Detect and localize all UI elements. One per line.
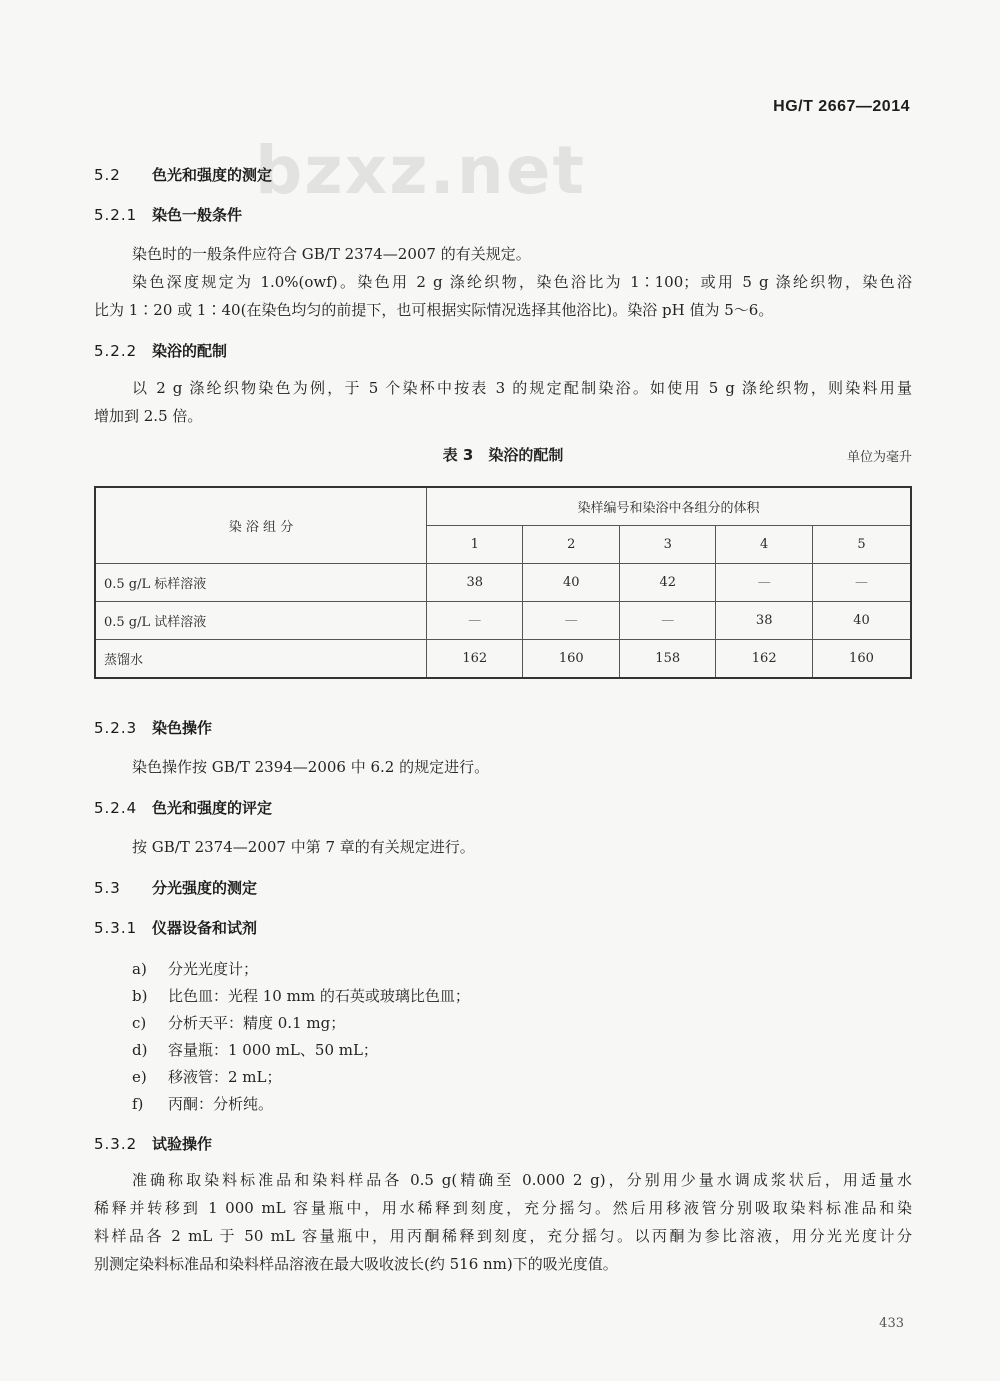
table-cell: 40 bbox=[523, 564, 619, 602]
paragraph-line: 染色深度规定为 1.0%(owf)。染色用 2 g 涤纶织物，染色浴比为 1∶100；或用 5 g 涤纶织物，染色浴 bbox=[132, 273, 912, 291]
column-group-header: 染样编号和染浴中各组分的体积 bbox=[427, 487, 912, 526]
column-header: 5 bbox=[812, 526, 911, 564]
table-3 bbox=[94, 486, 912, 679]
table-cell: 38 bbox=[427, 564, 523, 602]
table-cell: 162 bbox=[427, 640, 523, 679]
list-text: 分析天平：精度 0.1 mg； bbox=[168, 1014, 346, 1032]
row-label: 0.5 g/L 标样溶液 bbox=[95, 564, 427, 602]
heading-5-3 bbox=[94, 877, 257, 898]
row-header-cell: 染 浴 组 分 bbox=[95, 487, 427, 564]
paragraph-line: 别测定染料标准品和染料样品溶液在最大吸收波长(约 516 nm)下的吸光度值。 bbox=[94, 1255, 618, 1273]
watermark: bzxz.net bbox=[255, 132, 587, 209]
list-marker: d) bbox=[132, 1041, 148, 1059]
paragraph-line: 染色操作按 GB/T 2394—2006 中 6.2 的规定进行。 bbox=[132, 758, 490, 776]
paragraph-5-2-4 bbox=[94, 833, 912, 861]
table-cell: — bbox=[716, 564, 812, 602]
heading-number: 5.3 bbox=[94, 879, 121, 897]
row-label: 0.5 g/L 试样溶液 bbox=[95, 602, 427, 640]
column-header: 2 bbox=[523, 526, 619, 564]
heading-title: 染色一般条件 bbox=[152, 206, 243, 224]
heading-title: 色光和强度的评定 bbox=[152, 799, 273, 817]
list-text: 比色皿：光程 10 mm 的石英或玻璃比色皿； bbox=[168, 987, 470, 1005]
heading-title: 染色操作 bbox=[152, 719, 213, 737]
row-label: 蒸馏水 bbox=[95, 640, 427, 679]
paragraph-line: 比为 1∶20 或 1∶40(在染色均匀的前提下，也可根据实际情况选择其他浴比)。染浴 pH 值为 5～6。 bbox=[94, 301, 774, 319]
heading-number: 5.2.3 bbox=[94, 719, 138, 737]
paragraph-line: 按 GB/T 2374—2007 中第 7 章的有关规定进行。 bbox=[132, 838, 475, 856]
list-marker: a) bbox=[132, 960, 147, 978]
list-item bbox=[132, 1064, 470, 1091]
paragraph-line: 染色时的一般条件应符合 GB/T 2374—2007 的有关规定。 bbox=[132, 245, 531, 263]
table-row bbox=[95, 564, 911, 602]
list-text: 容量瓶：1 000 mL、50 mL； bbox=[168, 1041, 378, 1059]
heading-number: 5.2.2 bbox=[94, 342, 138, 360]
table-cell: 40 bbox=[812, 602, 911, 640]
paragraph-line: 稀释并转移到 1 000 mL 容量瓶中，用水稀释到刻度，充分摇匀。然后用移液管分别吸取染料标准品和染 bbox=[94, 1199, 912, 1217]
list-item bbox=[132, 983, 470, 1010]
paragraph-line: 料样品各 2 mL 于 50 mL 容量瓶中，用丙酮稀释到刻度，充分摇匀。以丙酮为参比溶液，用分光光度计分 bbox=[94, 1227, 912, 1245]
list-marker: b) bbox=[132, 987, 148, 1005]
table-cell: 38 bbox=[716, 602, 812, 640]
table-cell: — bbox=[523, 602, 619, 640]
heading-title: 分光强度的测定 bbox=[152, 879, 258, 897]
heading-number: 5.3.1 bbox=[94, 919, 138, 937]
table-cell: — bbox=[619, 602, 715, 640]
paragraph-5-2-2 bbox=[94, 374, 912, 430]
heading-title: 色光和强度的测定 bbox=[152, 166, 273, 184]
list-item bbox=[132, 956, 470, 983]
column-header: 3 bbox=[619, 526, 715, 564]
heading-title: 染浴的配制 bbox=[152, 342, 228, 360]
heading-title: 仪器设备和试剂 bbox=[152, 919, 258, 937]
column-header: 1 bbox=[427, 526, 523, 564]
heading-5-2-3 bbox=[94, 717, 212, 738]
heading-5-2-1 bbox=[94, 204, 242, 225]
paragraph-line: 以 2 g 涤纶织物染色为例，于 5 个染杯中按表 3 的规定配制染浴。如使用 5 g 涤纶织物，则染料用量 bbox=[132, 379, 912, 397]
heading-number: 5.3.2 bbox=[94, 1135, 138, 1153]
equipment-list bbox=[132, 956, 470, 1118]
paragraph-5-3-2 bbox=[94, 1166, 912, 1278]
list-item bbox=[132, 1037, 470, 1064]
list-item bbox=[132, 1091, 470, 1118]
heading-title: 试验操作 bbox=[152, 1135, 213, 1153]
column-header: 4 bbox=[716, 526, 812, 564]
paragraph-5-2-1 bbox=[94, 240, 912, 324]
list-text: 丙酮：分析纯。 bbox=[168, 1095, 274, 1113]
table-unit: 单位为毫升 bbox=[846, 450, 912, 465]
table-cell: — bbox=[812, 564, 911, 602]
table-header-row bbox=[95, 487, 911, 526]
list-text: 移液管：2 mL； bbox=[168, 1068, 282, 1086]
table-cell: — bbox=[427, 602, 523, 640]
page-number: 433 bbox=[879, 1316, 904, 1331]
heading-number: 5.2.4 bbox=[94, 799, 138, 817]
list-marker: e) bbox=[132, 1068, 147, 1086]
heading-number: 5.2 bbox=[94, 166, 121, 184]
table-cell: 42 bbox=[619, 564, 715, 602]
table-cell: 160 bbox=[523, 640, 619, 679]
table-cell: 160 bbox=[812, 640, 911, 679]
table-cell: 162 bbox=[716, 640, 812, 679]
list-text: 分光光度计； bbox=[168, 960, 259, 978]
list-item bbox=[132, 1010, 470, 1037]
heading-5-2-4 bbox=[94, 797, 272, 818]
paragraph-line: 准确称取染料标准品和染料样品各 0.5 g(精确至 0.000 2 g)，分别用少量水调成浆状后，用适量水 bbox=[132, 1171, 912, 1189]
table-row bbox=[95, 602, 911, 640]
heading-5-3-1 bbox=[94, 917, 257, 938]
heading-number: 5.2.1 bbox=[94, 206, 138, 224]
list-marker: c) bbox=[132, 1014, 147, 1032]
paragraph-line: 增加到 2.5 倍。 bbox=[94, 407, 203, 425]
table-row bbox=[95, 640, 911, 679]
heading-5-3-2 bbox=[94, 1133, 212, 1154]
heading-5-2 bbox=[94, 164, 272, 185]
paragraph-5-2-3 bbox=[94, 753, 912, 781]
standard-number: HG/T 2667—2014 bbox=[773, 98, 910, 115]
table-title: 表 3 染浴的配制 bbox=[442, 446, 564, 464]
table-cell: 158 bbox=[619, 640, 715, 679]
list-marker: f) bbox=[132, 1095, 144, 1113]
heading-5-2-2 bbox=[94, 340, 227, 361]
